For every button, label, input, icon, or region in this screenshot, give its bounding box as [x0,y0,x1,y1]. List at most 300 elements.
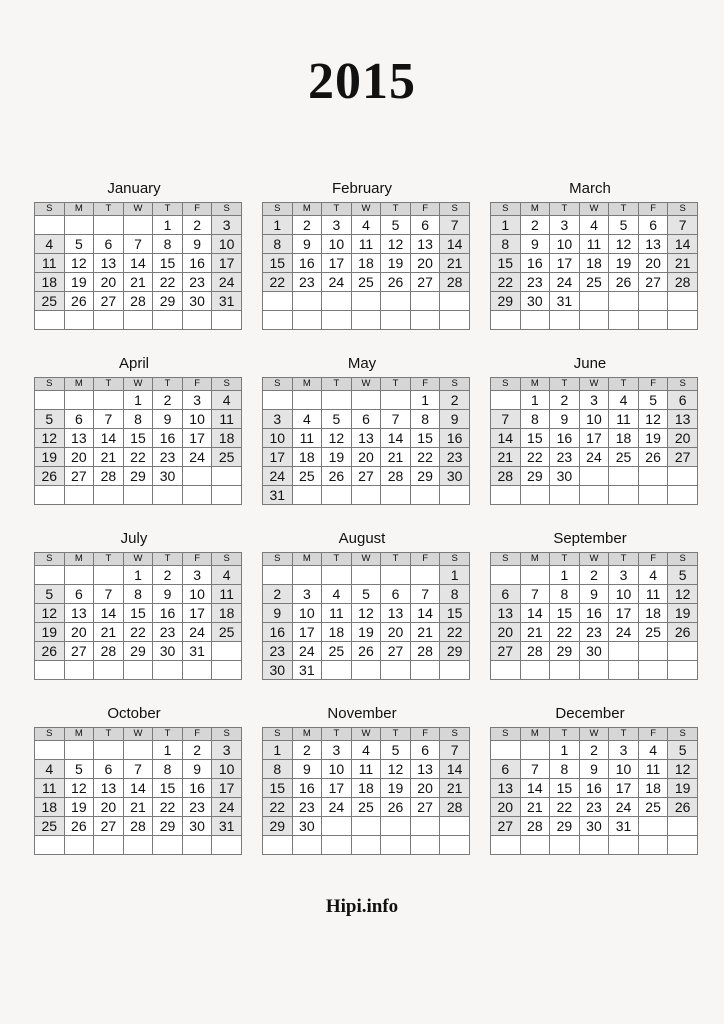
weekday-header: S [440,203,470,216]
week-row [263,254,470,273]
day-cell: 4 [212,391,242,410]
empty-cell [440,817,470,836]
empty-cell [292,292,322,311]
empty-cell [520,311,550,330]
weekday-header: M [520,378,550,391]
day-cell: 29 [263,817,293,836]
day-cell: 3 [609,741,639,760]
day-cell: 16 [550,429,580,448]
empty-cell [638,311,668,330]
day-cell: 5 [668,741,698,760]
day-cell: 19 [35,448,65,467]
empty-cell [520,486,550,505]
month-table [34,377,242,505]
empty-cell [410,311,440,330]
day-cell: 28 [520,817,550,836]
empty-cell [351,817,381,836]
week-row [35,254,242,273]
empty-cell [668,817,698,836]
day-cell: 7 [94,585,124,604]
day-cell: 18 [292,448,322,467]
weekday-header: W [351,553,381,566]
day-cell: 20 [410,779,440,798]
day-cell: 2 [292,216,322,235]
month-table [490,552,698,680]
day-cell: 16 [263,623,293,642]
day-cell: 21 [520,798,550,817]
day-cell: 20 [94,798,124,817]
week-row [491,292,698,311]
week-row [35,486,242,505]
day-cell: 7 [440,741,470,760]
empty-cell [609,486,639,505]
day-cell: 12 [35,429,65,448]
day-cell: 29 [153,292,183,311]
day-cell: 26 [64,292,94,311]
day-cell: 21 [94,448,124,467]
weekday-header: W [351,728,381,741]
site-footer: Hipi.info [325,896,399,917]
day-cell: 23 [579,798,609,817]
day-cell: 3 [322,741,352,760]
week-row [35,410,242,429]
week-row [491,817,698,836]
weekday-header: S [212,378,242,391]
day-cell: 16 [579,779,609,798]
day-cell: 6 [94,235,124,254]
day-cell: 16 [440,429,470,448]
month-table [262,202,470,330]
day-cell: 19 [64,273,94,292]
day-cell: 11 [351,235,381,254]
empty-cell [212,486,242,505]
day-cell: 28 [123,292,153,311]
week-row [35,292,242,311]
empty-cell [35,311,65,330]
weekday-header: T [94,203,124,216]
day-cell: 25 [638,798,668,817]
day-cell: 27 [638,273,668,292]
day-cell: 23 [153,448,183,467]
day-cell: 10 [182,585,212,604]
day-cell: 11 [35,779,65,798]
weekday-header: W [579,553,609,566]
empty-cell [35,566,65,585]
month-table [34,202,242,330]
empty-cell [322,391,352,410]
day-cell: 30 [153,467,183,486]
day-cell: 13 [638,235,668,254]
day-cell: 5 [35,410,65,429]
day-cell: 15 [440,604,470,623]
weekday-header: S [440,378,470,391]
day-cell: 4 [351,741,381,760]
day-cell: 7 [520,585,550,604]
empty-cell [351,486,381,505]
week-row [491,486,698,505]
month-name: August [338,530,386,547]
empty-cell [668,467,698,486]
day-cell: 27 [491,817,521,836]
empty-cell [94,741,124,760]
weekday-header: M [520,728,550,741]
week-row [35,817,242,836]
week-row [263,798,470,817]
week-row [491,254,698,273]
week-row [263,311,470,330]
day-cell: 21 [381,448,411,467]
day-cell: 18 [35,273,65,292]
weekday-header: S [440,553,470,566]
empty-cell [579,311,609,330]
week-row [263,216,470,235]
week-row [491,798,698,817]
day-cell: 9 [182,760,212,779]
day-cell: 26 [35,642,65,661]
day-cell: 9 [292,235,322,254]
empty-cell [351,566,381,585]
weekday-header: W [351,203,381,216]
empty-cell [35,741,65,760]
day-cell: 26 [668,623,698,642]
day-cell: 11 [351,760,381,779]
day-cell: 18 [322,623,352,642]
weekday-header: S [491,378,521,391]
weekday-header: S [668,203,698,216]
week-row [491,216,698,235]
day-cell: 26 [322,467,352,486]
month-table [262,377,470,505]
day-cell: 30 [263,661,293,680]
day-cell: 28 [381,467,411,486]
day-cell: 12 [668,760,698,779]
weekday-header: T [153,553,183,566]
day-cell: 20 [491,623,521,642]
day-cell: 15 [410,429,440,448]
day-cell: 11 [638,585,668,604]
day-cell: 7 [491,410,521,429]
day-cell: 21 [668,254,698,273]
empty-cell [491,486,521,505]
day-cell: 3 [550,216,580,235]
empty-cell [491,741,521,760]
day-cell: 1 [550,741,580,760]
weekday-header: M [64,553,94,566]
day-cell: 26 [381,273,411,292]
day-cell: 24 [212,798,242,817]
empty-cell [668,292,698,311]
week-row [263,566,470,585]
day-cell: 1 [440,566,470,585]
week-row [263,448,470,467]
day-cell: 13 [94,254,124,273]
day-cell: 4 [609,391,639,410]
week-row [35,311,242,330]
day-cell: 10 [322,760,352,779]
day-cell: 8 [491,235,521,254]
day-cell: 30 [520,292,550,311]
month-april [34,355,234,505]
month-name: April [118,355,149,372]
weekday-header: T [322,553,352,566]
weekday-header: F [638,728,668,741]
day-cell: 30 [182,292,212,311]
empty-cell [212,661,242,680]
day-cell: 21 [491,448,521,467]
day-cell: 6 [638,216,668,235]
empty-cell [381,311,411,330]
day-cell: 14 [123,254,153,273]
week-row [491,623,698,642]
day-cell: 22 [550,798,580,817]
weekday-header: F [182,728,212,741]
day-cell: 15 [520,429,550,448]
day-cell: 8 [263,760,293,779]
empty-cell [638,836,668,855]
empty-cell [153,836,183,855]
day-cell: 22 [520,448,550,467]
day-cell: 13 [94,779,124,798]
week-row [35,467,242,486]
day-cell: 3 [212,216,242,235]
day-cell: 22 [410,448,440,467]
day-cell: 22 [153,798,183,817]
empty-cell [550,311,580,330]
day-cell: 25 [212,448,242,467]
month-may [262,355,462,505]
month-name: December [555,705,625,722]
day-cell: 20 [351,448,381,467]
day-cell: 5 [351,585,381,604]
empty-cell [153,486,183,505]
empty-cell [212,642,242,661]
day-cell: 29 [123,467,153,486]
day-cell: 8 [410,410,440,429]
day-cell: 18 [351,779,381,798]
empty-cell [64,741,94,760]
day-cell: 2 [520,216,550,235]
empty-cell [322,817,352,836]
weekday-header: T [153,203,183,216]
day-cell: 4 [351,216,381,235]
day-cell: 22 [440,623,470,642]
day-cell: 15 [550,779,580,798]
week-row [263,273,470,292]
empty-cell [263,391,293,410]
day-cell: 2 [579,566,609,585]
empty-cell [381,486,411,505]
empty-cell [550,836,580,855]
day-cell: 25 [322,642,352,661]
day-cell: 17 [263,448,293,467]
month-table [34,727,242,855]
day-cell: 10 [263,429,293,448]
day-cell: 10 [609,585,639,604]
day-cell: 31 [550,292,580,311]
weekday-header: F [410,203,440,216]
week-row [35,429,242,448]
day-cell: 27 [351,467,381,486]
day-cell: 12 [381,235,411,254]
week-row [491,836,698,855]
weekday-header: F [182,553,212,566]
weekday-header: M [64,203,94,216]
weekday-header: W [351,378,381,391]
week-row [35,391,242,410]
day-cell: 23 [263,642,293,661]
day-cell: 2 [182,216,212,235]
day-cell: 27 [64,642,94,661]
month-october [34,705,234,855]
day-cell: 19 [668,604,698,623]
day-cell: 9 [153,410,183,429]
empty-cell [263,292,293,311]
day-cell: 13 [491,604,521,623]
weekday-header: S [263,378,293,391]
day-cell: 4 [579,216,609,235]
day-cell: 24 [212,273,242,292]
weekday-header: S [35,203,65,216]
day-cell: 9 [579,585,609,604]
day-cell: 30 [182,817,212,836]
day-cell: 2 [153,391,183,410]
empty-cell [520,661,550,680]
day-cell: 23 [292,798,322,817]
empty-cell [550,661,580,680]
day-cell: 30 [440,467,470,486]
empty-cell [64,216,94,235]
day-cell: 4 [35,760,65,779]
day-cell: 28 [94,642,124,661]
empty-cell [123,836,153,855]
week-row [263,817,470,836]
day-cell: 15 [263,254,293,273]
day-cell: 27 [410,798,440,817]
day-cell: 28 [440,798,470,817]
day-cell: 29 [491,292,521,311]
day-cell: 2 [292,741,322,760]
empty-cell [94,391,124,410]
day-cell: 8 [520,410,550,429]
day-cell: 13 [64,429,94,448]
day-cell: 4 [638,566,668,585]
empty-cell [520,566,550,585]
weekday-header: T [322,378,352,391]
day-cell: 12 [35,604,65,623]
weekday-header: T [381,728,411,741]
day-cell: 8 [123,585,153,604]
day-cell: 3 [292,585,322,604]
day-cell: 12 [381,760,411,779]
day-cell: 12 [668,585,698,604]
month-name: July [120,530,148,547]
day-cell: 5 [64,235,94,254]
day-cell: 16 [153,429,183,448]
day-cell: 24 [609,798,639,817]
week-row [263,760,470,779]
week-row [35,623,242,642]
empty-cell [322,486,352,505]
day-cell: 26 [64,817,94,836]
day-cell: 23 [292,273,322,292]
day-cell: 19 [381,779,411,798]
day-cell: 14 [381,429,411,448]
day-cell: 28 [94,467,124,486]
day-cell: 16 [182,254,212,273]
week-row [263,292,470,311]
day-cell: 7 [123,760,153,779]
month-august [262,530,462,680]
empty-cell [579,486,609,505]
weekday-header: S [668,553,698,566]
week-row [263,642,470,661]
day-cell: 13 [410,235,440,254]
year-title: 2015 [308,53,416,110]
empty-cell [123,216,153,235]
empty-cell [579,661,609,680]
day-cell: 31 [609,817,639,836]
day-cell: 25 [351,798,381,817]
empty-cell [35,216,65,235]
day-cell: 11 [579,235,609,254]
day-cell: 3 [263,410,293,429]
day-cell: 17 [550,254,580,273]
day-cell: 15 [263,779,293,798]
week-row [491,273,698,292]
month-february [262,180,462,330]
day-cell: 5 [609,216,639,235]
empty-cell [440,486,470,505]
day-cell: 17 [292,623,322,642]
day-cell: 6 [94,760,124,779]
weekday-header: S [668,728,698,741]
day-cell: 19 [35,623,65,642]
empty-cell [351,311,381,330]
empty-cell [638,661,668,680]
day-cell: 22 [263,798,293,817]
day-cell: 24 [609,623,639,642]
empty-cell [520,836,550,855]
day-cell: 23 [550,448,580,467]
day-cell: 26 [638,448,668,467]
weekday-header: T [381,203,411,216]
day-cell: 15 [153,779,183,798]
weekday-header: S [491,728,521,741]
day-cell: 11 [292,429,322,448]
day-cell: 10 [609,760,639,779]
weekday-header: M [292,378,322,391]
empty-cell [520,741,550,760]
day-cell: 25 [579,273,609,292]
empty-cell [638,642,668,661]
day-cell: 28 [668,273,698,292]
empty-cell [351,836,381,855]
empty-cell [64,391,94,410]
week-row [263,741,470,760]
week-row [35,585,242,604]
empty-cell [440,661,470,680]
day-cell: 1 [410,391,440,410]
weekday-header: W [579,203,609,216]
day-cell: 27 [668,448,698,467]
day-cell: 20 [94,273,124,292]
empty-cell [94,216,124,235]
day-cell: 9 [579,760,609,779]
empty-cell [579,292,609,311]
day-cell: 14 [440,235,470,254]
day-cell: 8 [550,760,580,779]
day-cell: 17 [609,779,639,798]
